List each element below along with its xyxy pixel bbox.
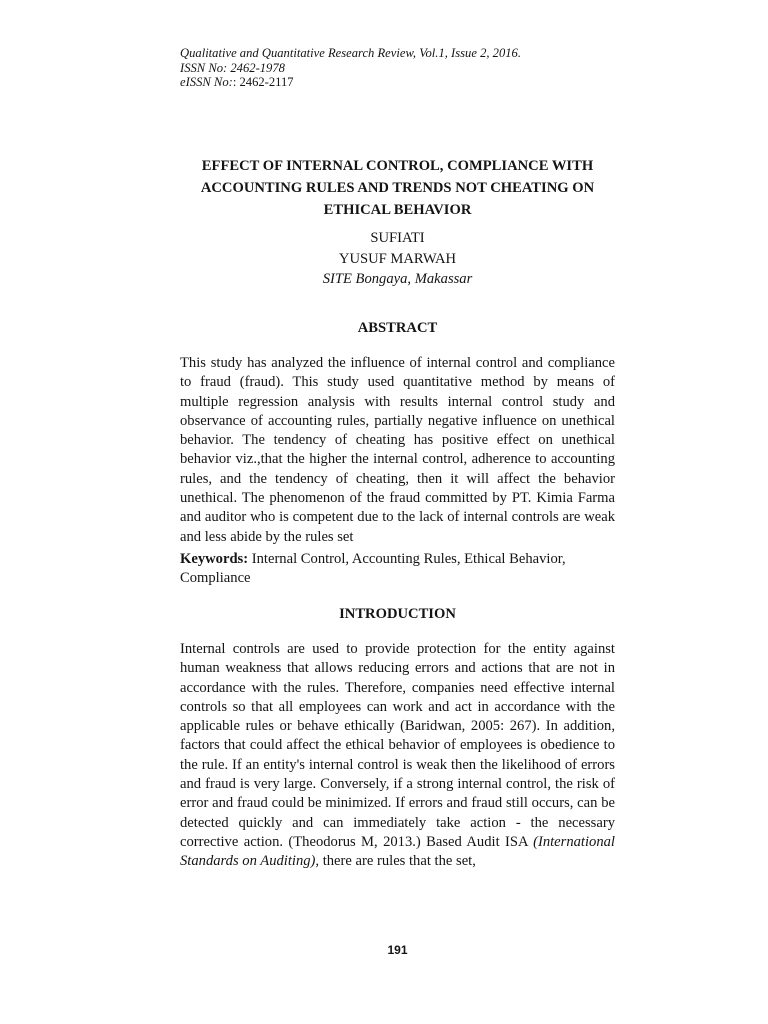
eissn-value: : 2462-2117 [232, 75, 294, 89]
title-line-2: ACCOUNTING RULES AND TRENDS NOT CHEATING ON [200, 180, 595, 196]
introduction-text-part-2: there are rules that the set, [319, 853, 476, 870]
abstract-heading: ABSTRACT [357, 320, 438, 336]
introduction-heading: INTRODUCTION [339, 606, 456, 622]
keywords [180, 550, 615, 589]
author-affiliation: SITE Bongaya, Makassar [322, 271, 473, 287]
author-2: YUSUF MARWAH [338, 250, 457, 267]
paper-title [180, 155, 615, 221]
title-line-3: ETHICAL BEHAVIOR [323, 202, 472, 218]
journal-citation: Qualitative and Quantitative Research Review, Vol.1, Issue 2, 2016. [180, 46, 522, 60]
eissn-label: eISSN No: [180, 75, 233, 89]
introduction-text [180, 640, 615, 872]
introduction-text-italic: (International Standards on Auditing), [180, 833, 615, 870]
abstract-text: This study has analyzed the influence of internal control and compliance to fraud (fraud). This study used quantitative method by means of multiple regression analysis with results internal control study and observance of accounting rules, partially negative influence on unethical behavior. The tendency of cheating has positive effect on unethical behavior viz.,that the higher the internal control, adherence to accounting rules, and the tendency of cheating, then it will affect the behavior unethical. The phenomenon of the fraud committed by PT. Kimia Farma and auditor who is competent due to the lack of internal controls are weak and less abide by the rules set [180, 355, 615, 545]
author-1: SUFIATI [370, 230, 425, 246]
title-line-1: EFFECT OF INTERNAL CONTROL, COMPLIANCE WITH [201, 158, 594, 174]
eissn-line [180, 75, 521, 90]
keywords-label: Keywords: [180, 551, 249, 567]
page-number: 191 [387, 943, 408, 957]
introduction-text-part-1: Internal controls are used to provide protection for the entity against human weakness that allows reducing errors and actions that are not in accordance with the rules. Therefore, companies need effective internal controls so that all employees can work and act in accordance with the applicable rules or behave ethically (Baridwan, 2005: 267). In addition, factors that could affect the ethical behavior of employees is obedience to the rule. If an entity's internal control is weak then the likelihood of errors and fraud is very large. Conversely, if a strong internal control, the risk of error and fraud could be minimized. If errors and fraud still occurs, can be detected quickly and can immediately take action - the necessary corrective action. (Theodorus M, 2013.) Based Audit ISA [180, 641, 615, 850]
keywords-text: Internal Control, Accounting Rules, Ethical Behavior, Compliance [180, 551, 566, 587]
issn-line: ISSN No: 2462-1978 [180, 60, 285, 75]
journal-header [180, 46, 521, 90]
author-block [180, 228, 615, 290]
